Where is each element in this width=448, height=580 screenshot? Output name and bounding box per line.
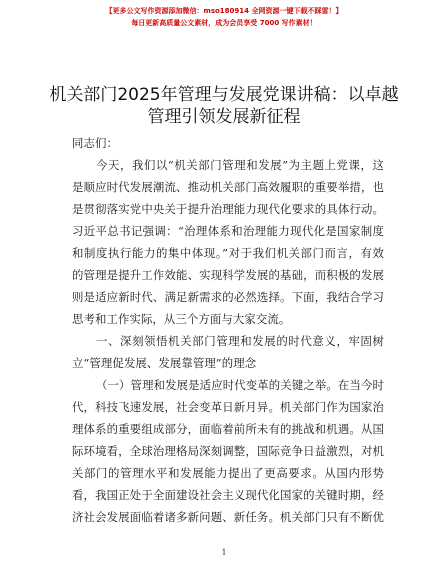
body-line: 是顺应时代发展潮流、推动机关部门高效履职的重要举措，也 xyxy=(72,180,384,194)
salutation: 同志们： xyxy=(72,136,118,150)
section-heading-line-2: 立“管理促发展、发展靠管理”的理念 xyxy=(72,356,257,370)
body-line: 济社会发展面临着诸多新问题、新任务。机关部门只有不断优 xyxy=(72,510,384,524)
body-line: 看，我国正处于全面建设社会主义现代化国家的关键时期，经 xyxy=(72,488,384,502)
body-line: 今天，我们以“机关部门管理和发展”为主题上党课，这 xyxy=(96,158,384,172)
body-line: 的管理是提升工作效能、实现科学发展的基础，而积极的发展 xyxy=(72,268,384,282)
body-line: 习近平总书记强调：“治理体系和治理能力现代化是国家制度 xyxy=(72,224,384,238)
body-line: 理体系的重要组成部分，面临着前所未有的挑战和机遇。从国 xyxy=(72,422,384,436)
body-line: 际环境看，全球治理格局深刻调整，国际竞争日益激烈，对机 xyxy=(72,444,384,458)
body-line: 则是适应新时代、满足新需求的必然选择。下面，我结合学习 xyxy=(72,290,384,304)
promo-notice-line-2: 每日更新高质量公文素材，成为会员享受 7000 写作素材！ xyxy=(131,19,317,27)
body-line: 是贯彻落实党中央关于提升治理能力现代化要求的具体行动。 xyxy=(72,202,384,216)
body-line: （一）管理和发展是适应时代变革的关键之举。在当今时 xyxy=(96,378,384,392)
body-line: 代，科技飞速发展，社会变革日新月异。机关部门作为国家治 xyxy=(72,400,384,414)
promo-notice-line-1: 【更多公文写作资源添加微信：mso180914 全网资源一键下载不踩雷！】 xyxy=(105,7,343,15)
body-line: 和制度执行能力的集中体现。”对于我们机关部门而言，有效 xyxy=(72,246,384,260)
document-title-line-1: 机关部门2025年管理与发展党课讲稿：以卓越 xyxy=(49,85,399,105)
document-title-line-2: 管理引领发展新征程 xyxy=(147,107,301,127)
body-line: 关部门的管理水平和发展能力提出了更高要求。从国内形势 xyxy=(72,466,384,480)
page-number: 1 xyxy=(221,548,227,557)
body-line: 思考和工作实际，从三个方面与大家交流。 xyxy=(72,312,291,326)
section-heading-line-1: 一、深刻领悟机关部门管理和发展的时代意义，牢固树 xyxy=(96,334,384,348)
